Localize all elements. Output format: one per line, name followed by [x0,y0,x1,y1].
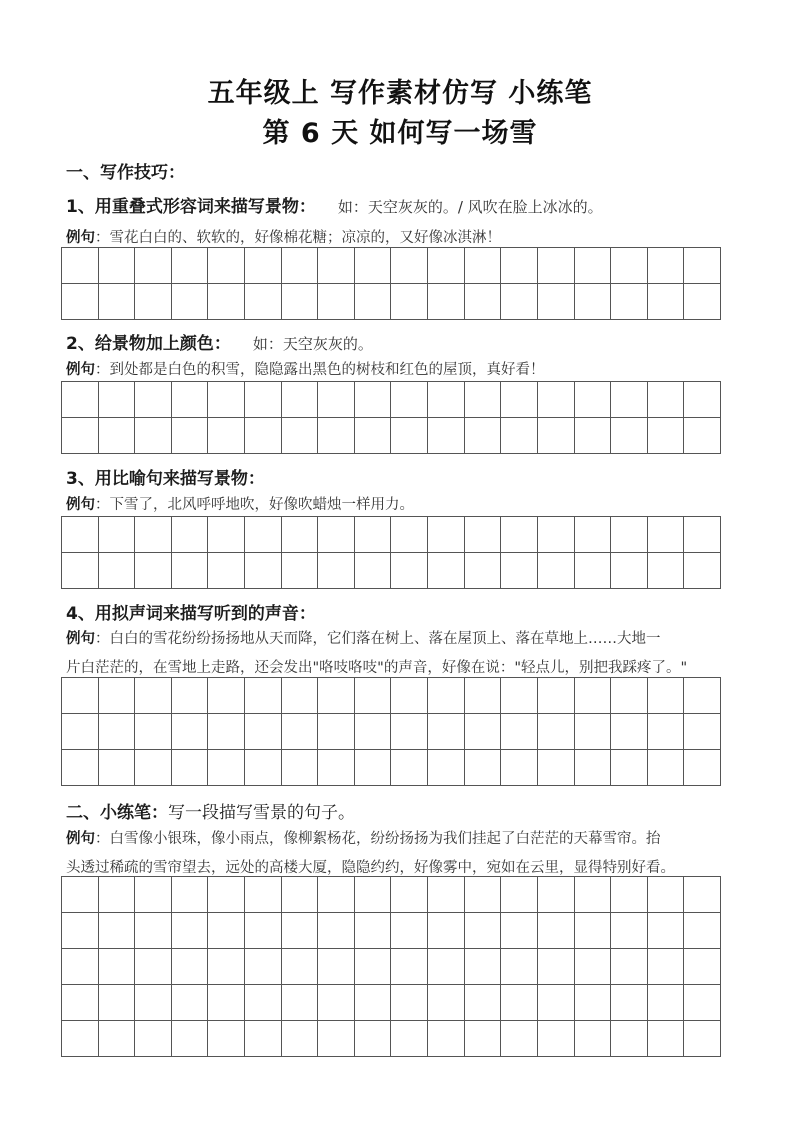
grid-cell[interactable] [575,714,612,750]
grid-cell[interactable] [648,714,685,750]
grid-cell[interactable] [318,913,355,949]
grid-cell[interactable] [245,1021,282,1057]
tip-1-note: 如：天空灰灰的。/ 风吹在脸上冰冰的。 [337,198,603,216]
grid-cell[interactable] [282,678,319,714]
grid-cell[interactable] [355,913,392,949]
grid-cell[interactable] [172,985,209,1021]
worksheet-subtitle: 第 6 天 如何写一场雪 [262,118,538,149]
grid-cell[interactable] [99,248,136,284]
grid-cell[interactable] [355,714,392,750]
grid-cell[interactable] [611,553,648,589]
grid-cell[interactable] [575,284,612,320]
grid-cell[interactable] [99,714,136,750]
grid-cell[interactable] [172,949,209,985]
grid-cell[interactable] [428,1021,465,1057]
grid-cell[interactable] [172,877,209,913]
grid-cell[interactable] [172,714,209,750]
grid-cell[interactable] [428,913,465,949]
grid-cell[interactable] [575,418,612,454]
tip-2-example-text: ：到处都是白色的积雪，隐隐露出黑色的树枝和红色的屋顶，真好看！ [95,362,545,378]
grid-cell[interactable] [245,553,282,589]
grid-cell[interactable] [99,553,136,589]
grid-cell[interactable] [465,877,502,913]
grid-cell[interactable] [465,517,502,553]
tip-4-title: 4、用拟声词来描写听到的声音： [66,604,316,624]
grid-cell[interactable] [684,553,721,589]
grid-cell[interactable] [355,248,392,284]
grid-cell[interactable] [648,985,685,1021]
grid-cell[interactable] [318,517,355,553]
grid-cell[interactable] [391,985,428,1021]
grid-cell[interactable] [648,284,685,320]
tip-2-heading [66,329,373,354]
grid-cell[interactable] [245,877,282,913]
section-practice-prompt: 写一段描写雪景的句子。 [168,803,355,823]
grid-cell[interactable] [575,1021,612,1057]
grid-cell[interactable] [501,750,538,786]
grid-cell[interactable] [245,284,282,320]
grid-cell[interactable] [611,985,648,1021]
grid-cell[interactable] [391,1021,428,1057]
grid-cell[interactable] [172,382,209,418]
grid-cell[interactable] [501,382,538,418]
grid-cell[interactable] [648,678,685,714]
grid-cell[interactable] [245,517,282,553]
grid-cell[interactable] [538,678,575,714]
grid-cell[interactable] [245,714,282,750]
grid-cell[interactable] [684,517,721,553]
grid-cell[interactable] [501,418,538,454]
grid-cell[interactable] [282,949,319,985]
grid-cell[interactable] [538,877,575,913]
grid-cell[interactable] [575,382,612,418]
grid-cell[interactable] [282,1021,319,1057]
grid-cell[interactable] [208,418,245,454]
grid-cell[interactable] [684,418,721,454]
grid-cell[interactable] [501,517,538,553]
grid-cell[interactable] [391,418,428,454]
grid-cell[interactable] [465,1021,502,1057]
grid-cell[interactable] [391,949,428,985]
grid-cell[interactable] [282,985,319,1021]
grid-cell[interactable] [318,985,355,1021]
grid-cell[interactable] [62,877,99,913]
grid-cell[interactable] [282,418,319,454]
grid-cell[interactable] [172,913,209,949]
practice-writing-grid[interactable] [61,876,721,1057]
tip-2-writing-grid[interactable] [61,381,721,454]
grid-cell[interactable] [501,678,538,714]
grid-cell[interactable] [245,678,282,714]
grid-cell[interactable] [648,517,685,553]
grid-cell[interactable] [318,877,355,913]
grid-cell[interactable] [172,284,209,320]
tip-1-writing-grid[interactable] [61,247,721,320]
grid-cell[interactable] [99,284,136,320]
grid-cell[interactable] [99,517,136,553]
grid-cell[interactable] [355,382,392,418]
grid-cell[interactable] [538,750,575,786]
grid-cell[interactable] [135,714,172,750]
grid-cell[interactable] [62,949,99,985]
grid-cell[interactable] [501,553,538,589]
grid-cell[interactable] [208,678,245,714]
grid-cell[interactable] [465,949,502,985]
grid-cell[interactable] [648,877,685,913]
grid-cell[interactable] [208,714,245,750]
grid-cell[interactable] [318,382,355,418]
grid-cell[interactable] [465,714,502,750]
grid-cell[interactable] [62,517,99,553]
grid-cell[interactable] [684,877,721,913]
grid-cell[interactable] [428,382,465,418]
grid-cell[interactable] [465,553,502,589]
grid-cell[interactable] [62,678,99,714]
grid-cell[interactable] [62,750,99,786]
grid-cell[interactable] [245,949,282,985]
grid-cell[interactable] [501,913,538,949]
grid-cell[interactable] [428,553,465,589]
grid-cell[interactable] [501,714,538,750]
grid-cell[interactable] [648,382,685,418]
worksheet-title: 五年级上 写作素材仿写 小练笔 [207,78,593,109]
grid-cell[interactable] [355,418,392,454]
grid-cell[interactable] [391,553,428,589]
grid-cell[interactable] [99,985,136,1021]
grid-cell[interactable] [575,553,612,589]
grid-cell[interactable] [318,418,355,454]
grid-cell[interactable] [355,949,392,985]
grid-cell[interactable] [684,985,721,1021]
grid-cell[interactable] [318,714,355,750]
grid-cell[interactable] [648,248,685,284]
tip-3-title: 3、用比喻句来描写景物： [66,469,265,489]
grid-cell[interactable] [62,553,99,589]
grid-cell[interactable] [208,1021,245,1057]
grid-cell[interactable] [611,750,648,786]
grid-cell[interactable] [648,418,685,454]
grid-cell[interactable] [428,714,465,750]
grid-cell[interactable] [611,949,648,985]
grid-cell[interactable] [575,985,612,1021]
grid-cell[interactable] [135,248,172,284]
grid-cell[interactable] [135,1021,172,1057]
tip-3-example-label: 例句 [66,497,95,513]
grid-cell[interactable] [355,284,392,320]
grid-cell[interactable] [135,877,172,913]
grid-cell[interactable] [501,877,538,913]
grid-cell[interactable] [62,913,99,949]
grid-cell[interactable] [391,248,428,284]
grid-cell[interactable] [428,949,465,985]
grid-cell[interactable] [318,284,355,320]
grid-cell[interactable] [62,714,99,750]
grid-cell[interactable] [465,248,502,284]
grid-cell[interactable] [465,913,502,949]
grid-cell[interactable] [684,248,721,284]
grid-cell[interactable] [391,517,428,553]
tip-4-example-line-1 [66,625,661,654]
grid-cell[interactable] [245,248,282,284]
grid-cell[interactable] [318,750,355,786]
grid-cell[interactable] [501,284,538,320]
grid-cell[interactable] [208,985,245,1021]
grid-cell[interactable] [99,382,136,418]
grid-cell[interactable] [611,284,648,320]
grid-cell[interactable] [684,678,721,714]
grid-cell[interactable] [648,913,685,949]
grid-cell[interactable] [172,553,209,589]
grid-cell[interactable] [208,913,245,949]
grid-cell[interactable] [391,284,428,320]
grid-cell[interactable] [538,418,575,454]
grid-cell[interactable] [465,284,502,320]
grid-cell[interactable] [465,750,502,786]
grid-cell[interactable] [391,714,428,750]
grid-cell[interactable] [684,750,721,786]
grid-cell[interactable] [428,750,465,786]
grid-cell[interactable] [135,750,172,786]
grid-cell[interactable] [245,418,282,454]
grid-cell[interactable] [282,382,319,418]
tip-4-writing-grid[interactable] [61,677,721,786]
grid-cell[interactable] [99,949,136,985]
tip-4-example-text-1: ：白白的雪花纷纷扬扬地从天而降，它们落在树上、落在屋顶上、落在草地上……大地一 [95,631,661,647]
grid-cell[interactable] [465,418,502,454]
grid-cell[interactable] [648,553,685,589]
grid-cell[interactable] [99,1021,136,1057]
grid-cell[interactable] [282,284,319,320]
grid-cell[interactable] [318,553,355,589]
tip-4-heading [66,599,316,624]
practice-example-text-2: 头透过稀疏的雪帘望去，远处的高楼大厦，隐隐约约，好像雾中，宛如在云里，显得特别好看。 [66,860,675,876]
grid-cell[interactable] [611,678,648,714]
grid-cell[interactable] [172,248,209,284]
grid-cell[interactable] [62,418,99,454]
practice-example-text-1: ：白雪像小银珠，像小雨点，像柳絮杨花，纷纷扬扬为我们挂起了白茫茫的天幕雪帘。抬 [95,831,661,847]
tip-1-heading [66,192,603,217]
grid-cell[interactable] [62,1021,99,1057]
grid-cell[interactable] [135,913,172,949]
grid-cell[interactable] [575,517,612,553]
tip-3-writing-grid[interactable] [61,516,721,589]
grid-cell[interactable] [135,517,172,553]
grid-cell[interactable] [684,714,721,750]
grid-cell[interactable] [62,284,99,320]
grid-cell[interactable] [62,382,99,418]
grid-cell[interactable] [538,553,575,589]
grid-cell[interactable] [684,1021,721,1057]
grid-cell[interactable] [501,949,538,985]
grid-cell[interactable] [538,284,575,320]
grid-cell[interactable] [611,382,648,418]
grid-cell[interactable] [282,248,319,284]
grid-cell[interactable] [428,418,465,454]
grid-cell[interactable] [538,985,575,1021]
grid-cell[interactable] [135,949,172,985]
grid-cell[interactable] [245,750,282,786]
grid-cell[interactable] [282,750,319,786]
grid-cell[interactable] [391,678,428,714]
grid-cell[interactable] [135,553,172,589]
grid-cell[interactable] [538,248,575,284]
grid-cell[interactable] [245,382,282,418]
grid-cell[interactable] [465,985,502,1021]
grid-cell[interactable] [611,877,648,913]
grid-cell[interactable] [99,418,136,454]
tip-2-title: 2、给景物加上颜色： [66,334,231,354]
grid-cell[interactable] [172,1021,209,1057]
grid-cell[interactable] [648,750,685,786]
grid-cell[interactable] [648,949,685,985]
grid-cell[interactable] [538,382,575,418]
grid-cell[interactable] [391,382,428,418]
section-practice-heading [66,798,355,823]
grid-cell[interactable] [611,913,648,949]
grid-cell[interactable] [135,985,172,1021]
grid-cell[interactable] [355,750,392,786]
grid-cell[interactable] [501,985,538,1021]
grid-cell[interactable] [172,678,209,714]
grid-cell[interactable] [575,877,612,913]
grid-cell[interactable] [428,678,465,714]
grid-cell[interactable] [684,284,721,320]
grid-cell[interactable] [318,1021,355,1057]
grid-cell[interactable] [611,418,648,454]
practice-example-line-1 [66,825,661,854]
grid-cell[interactable] [135,678,172,714]
grid-cell[interactable] [208,949,245,985]
practice-example-label: 例句 [66,831,95,847]
grid-cell[interactable] [575,750,612,786]
grid-cell[interactable] [208,382,245,418]
grid-cell[interactable] [538,1021,575,1057]
grid-cell[interactable] [428,517,465,553]
grid-cell[interactable] [428,284,465,320]
grid-cell[interactable] [391,750,428,786]
grid-cell[interactable] [99,750,136,786]
grid-cell[interactable] [208,877,245,913]
grid-cell[interactable] [684,913,721,949]
grid-cell[interactable] [245,913,282,949]
grid-cell[interactable] [465,382,502,418]
grid-cell[interactable] [318,949,355,985]
grid-cell[interactable] [135,382,172,418]
grid-cell[interactable] [208,284,245,320]
tip-2-note: 如：天空灰灰的。 [252,335,373,353]
grid-cell[interactable] [282,877,319,913]
grid-cell[interactable] [208,750,245,786]
grid-cell[interactable] [62,248,99,284]
grid-cell[interactable] [355,985,392,1021]
grid-cell[interactable] [135,284,172,320]
grid-cell[interactable] [575,913,612,949]
grid-cell[interactable] [99,877,136,913]
grid-cell[interactable] [391,877,428,913]
grid-cell[interactable] [538,517,575,553]
grid-cell[interactable] [538,949,575,985]
grid-cell[interactable] [245,985,282,1021]
grid-cell[interactable] [208,248,245,284]
grid-cell[interactable] [501,1021,538,1057]
grid-cell[interactable] [684,949,721,985]
grid-cell[interactable] [99,678,136,714]
grid-cell[interactable] [172,418,209,454]
tip-3-heading [66,464,265,489]
grid-cell[interactable] [611,248,648,284]
grid-cell[interactable] [611,1021,648,1057]
grid-cell[interactable] [172,750,209,786]
grid-cell[interactable] [208,553,245,589]
grid-cell[interactable] [282,913,319,949]
grid-cell[interactable] [611,517,648,553]
grid-cell[interactable] [355,877,392,913]
tip-1-example-text: ：雪花白白的、软软的，好像棉花糖；凉凉的，又好像冰淇淋！ [95,230,501,246]
tip-3-example-text: ：下雪了，北风呼呼地吹，好像吹蜡烛一样用力。 [95,497,414,513]
grid-cell[interactable] [538,714,575,750]
grid-cell[interactable] [282,517,319,553]
grid-cell[interactable] [99,913,136,949]
grid-cell[interactable] [355,1021,392,1057]
grid-cell[interactable] [465,678,502,714]
grid-cell[interactable] [208,517,245,553]
grid-cell[interactable] [355,517,392,553]
grid-cell[interactable] [575,949,612,985]
section-writing-skills-heading: 一、写作技巧： [66,163,185,183]
grid-cell[interactable] [135,418,172,454]
grid-cell[interactable] [355,678,392,714]
grid-cell[interactable] [318,248,355,284]
grid-cell[interactable] [501,248,538,284]
tip-4-example-label: 例句 [66,631,95,647]
grid-cell[interactable] [318,678,355,714]
grid-cell[interactable] [62,985,99,1021]
grid-cell[interactable] [538,913,575,949]
tip-1-title: 1、用重叠式形容词来描写景物： [66,197,316,217]
grid-cell[interactable] [355,553,392,589]
grid-cell[interactable] [648,1021,685,1057]
grid-cell[interactable] [428,985,465,1021]
grid-cell[interactable] [611,714,648,750]
tip-4-example-text-2: 片白茫茫的，在雪地上走路，还会发出"咯吱咯吱"的声音，好像在说："轻点儿，别把我踩疼了。" [66,660,688,676]
grid-cell[interactable] [684,382,721,418]
grid-cell[interactable] [282,553,319,589]
grid-cell[interactable] [172,517,209,553]
grid-cell[interactable] [391,913,428,949]
tip-1-example-label: 例句 [66,230,95,246]
grid-cell[interactable] [282,714,319,750]
section-practice-title: 二、小练笔： [66,803,168,823]
grid-cell[interactable] [428,248,465,284]
tip-2-example-label: 例句 [66,362,95,378]
grid-cell[interactable] [575,678,612,714]
grid-cell[interactable] [575,248,612,284]
grid-cell[interactable] [428,877,465,913]
